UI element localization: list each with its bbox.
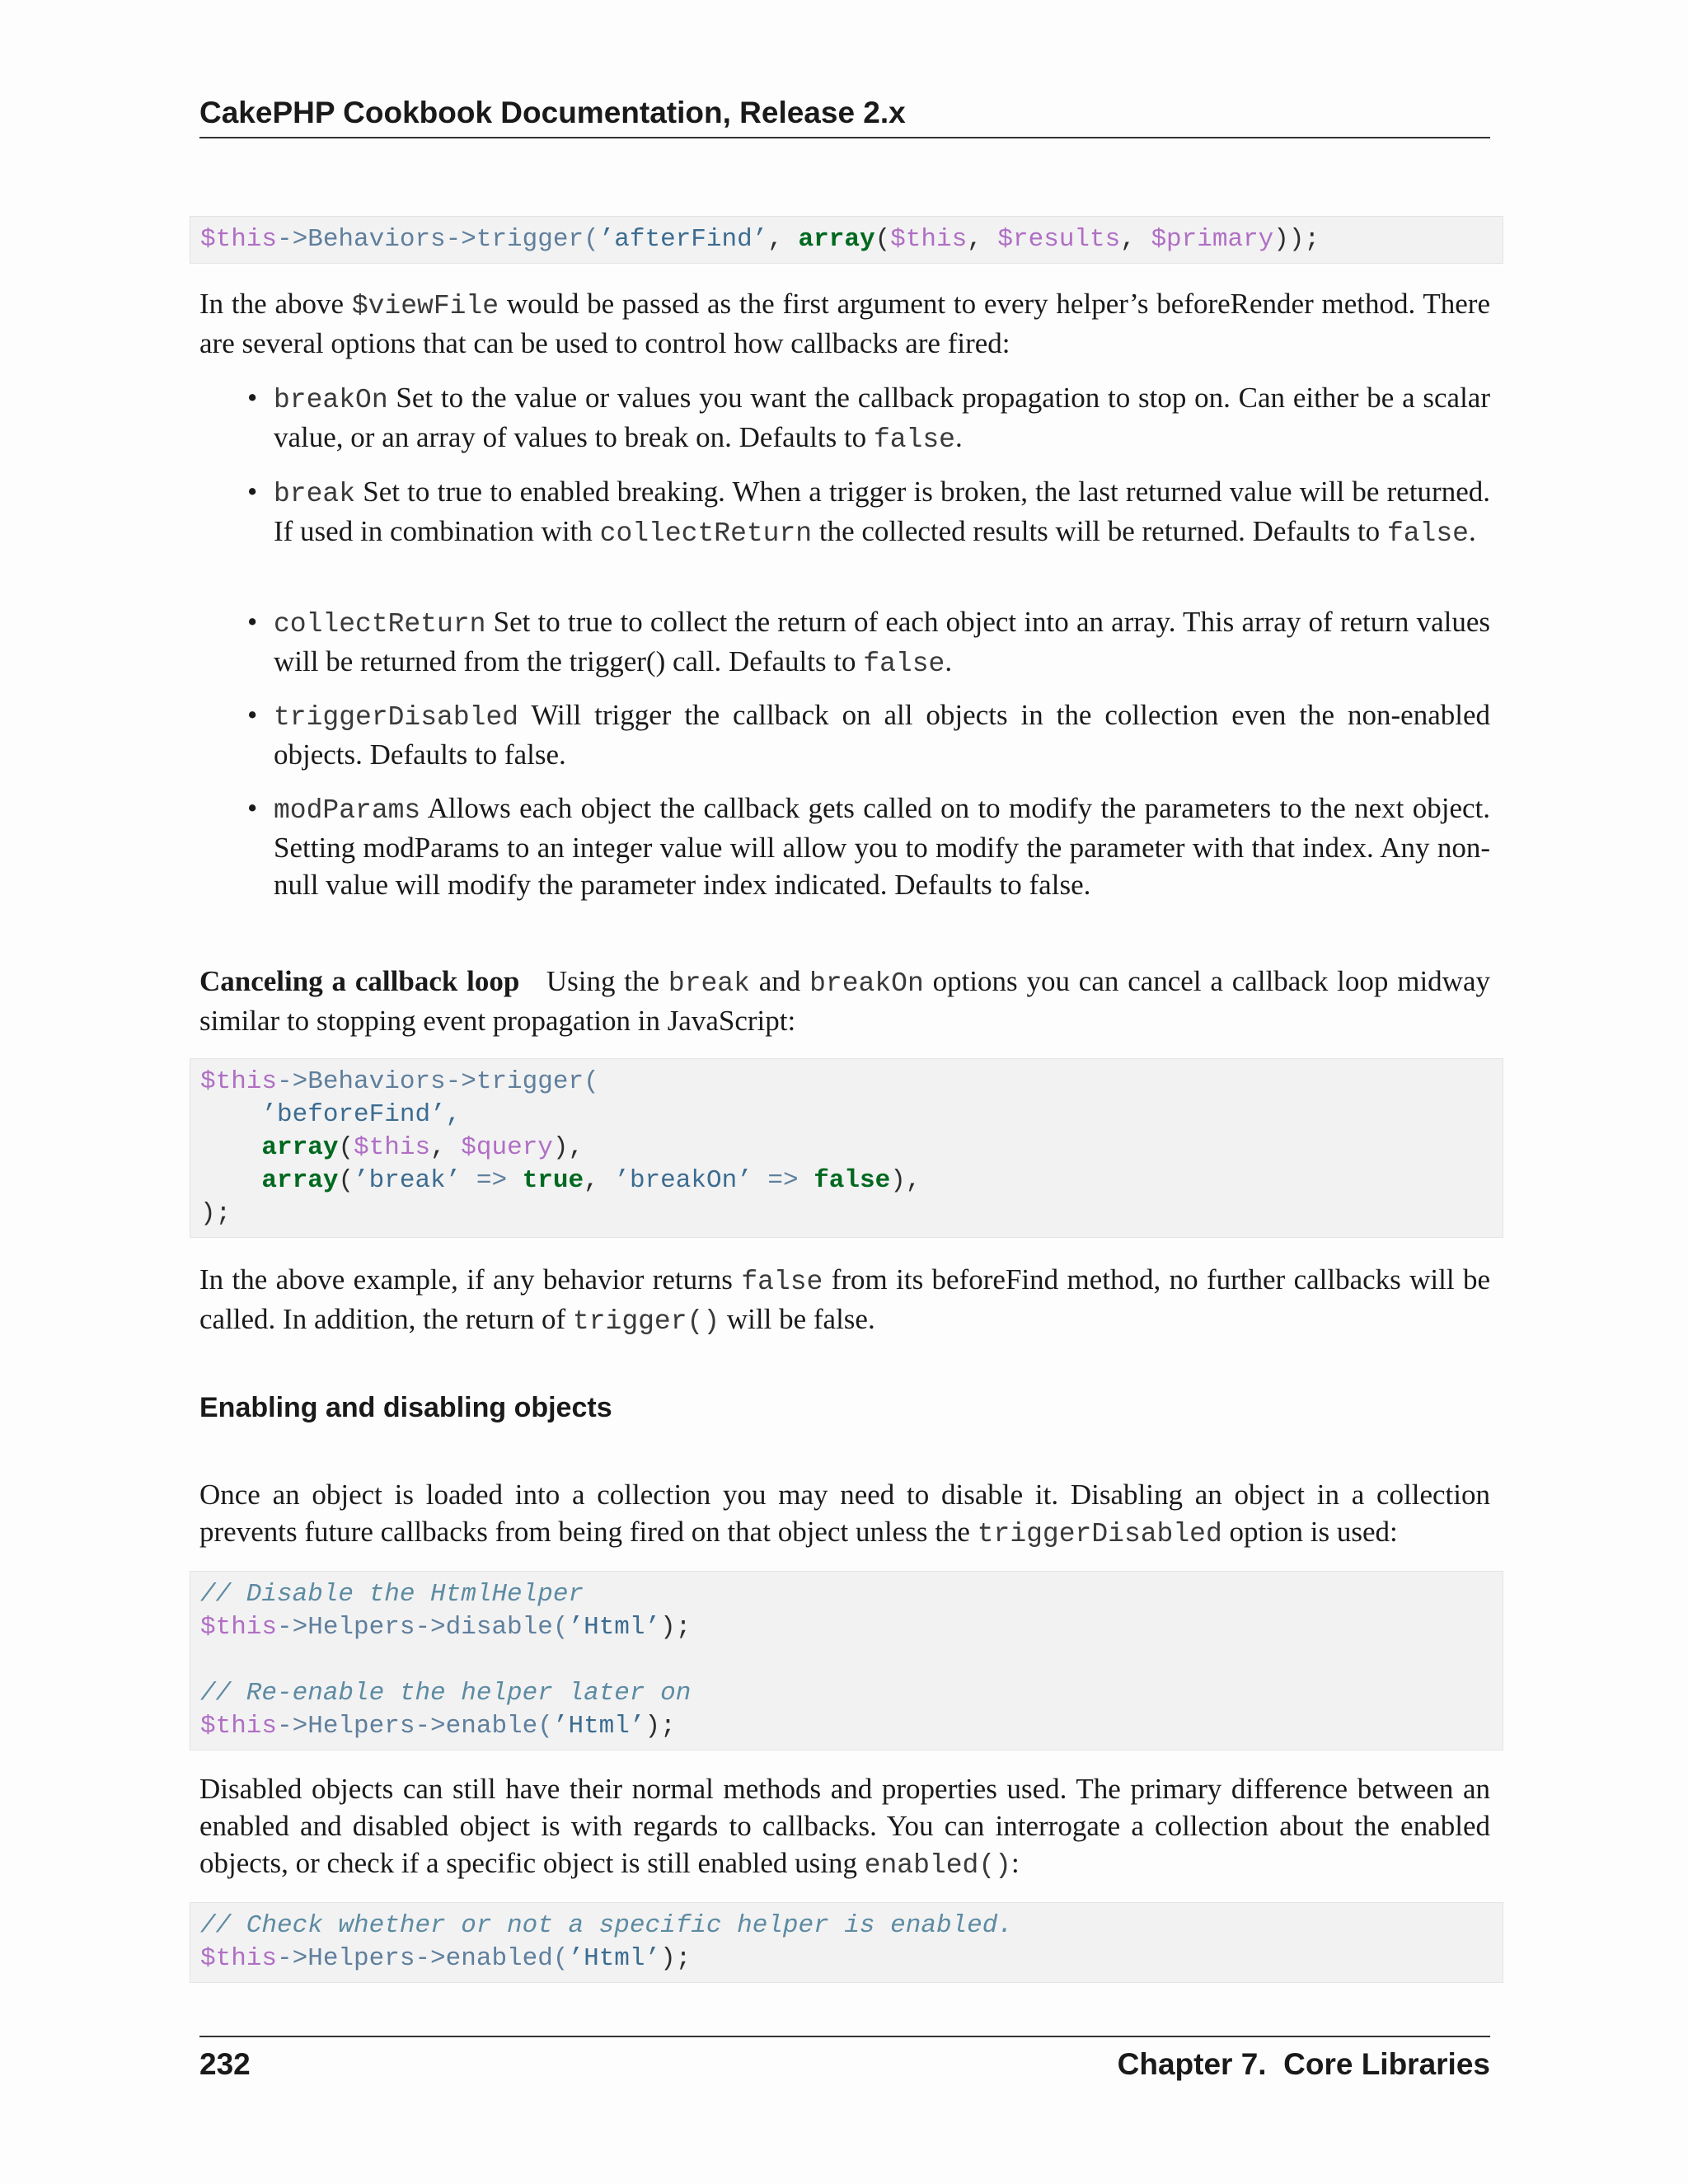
paragraph-canceling-callback-loop: Canceling a callback loop Using the break and breakOn options you can cancel a callback loop midway similar to stopping event propagation in JavaScript: <box>199 965 1490 1037</box>
paragraph-disabled-objects: Disabled objects can still have their normal methods and properties used. The primary difference between an enabled and disabled object is with regards to callbacks. You can interrogate a collection about the enabled objects, or check if a specific object is still enabled using enabled(): <box>199 1773 1490 1881</box>
list-item-break: • break Set to true to enabled breaking. When a trigger is broken, the last returned value will be returned. If used in combination with collectReturn the collected results will be returned. Defaults to false. <box>247 476 1490 549</box>
paragraph-disable-objects: Once an object is loaded into a collection you may need to disable it. Disabling an object in a collection prevents future callbacks from being fired on that object unless the triggerDisabled option is used: <box>199 1479 1490 1549</box>
code-block-disable-enable: // Disable the HtmlHelper $this->Helpers->disable(’Html’); // Re-enable the helper later on $this->Helpers->enable(’Html’); <box>190 1571 1503 1750</box>
footer-rule <box>199 2036 1490 2037</box>
section-title: Enabling and disabling objects <box>199 1392 612 1423</box>
code-block-trigger-afterfind: $this->Behaviors->trigger(’afterFind’, array($this, $results, $primary)); <box>190 216 1503 264</box>
list-item-collectreturn: • collectReturn Set to true to collect the return of each object into an array. This array of return values will be returned from the trigger() call. Defaults to false. <box>247 606 1490 679</box>
code-block-trigger-beforefind: $this->Behaviors->trigger( ’beforeFind’, array($this, $query), array(’break’ => true, ’breakOn’ => false), ); <box>190 1058 1503 1238</box>
run-in-heading: Canceling a callback loop <box>199 965 520 997</box>
list-item-breakon: • breakOn Set to the value or values you want the callback propagation to stop on. Can either be a scalar value, or an array of values to break on. Defaults to false. <box>247 382 1490 455</box>
paragraph-beforefind-result: In the above example, if any behavior returns false from its beforeFind method, no further callbacks will be called. In addition, the return of trigger() will be false. <box>199 1263 1490 1337</box>
paragraph-viewfile: In the above $viewFile would be passed as the first argument to every helper’s beforeRender method. There are several options that can be used to control how callbacks are fired: <box>199 288 1491 359</box>
list-item-modparams: • modParams Allows each object the callback gets called on to modify the parameters to the next object. Setting modParams to an integer value will allow you to modify the parameter with that index. Any non-null value will modify the parameter index indicated. Defaults to false. <box>247 792 1490 901</box>
running-header: CakePHP Cookbook Documentation, Release 2.x <box>199 92 1490 138</box>
list-item-triggerdisabled: • triggerDisabled Will trigger the callback on all objects in the collection even the non-enabled objects. Defaults to false. <box>247 699 1490 771</box>
code-block-enabled-check: // Check whether or not a specific helper is enabled. $this->Helpers->enabled(’Html’); <box>190 1902 1503 1983</box>
page-number: 232 <box>199 2047 251 2081</box>
chapter-title: Chapter 7. Core Libraries <box>1117 2047 1490 2081</box>
